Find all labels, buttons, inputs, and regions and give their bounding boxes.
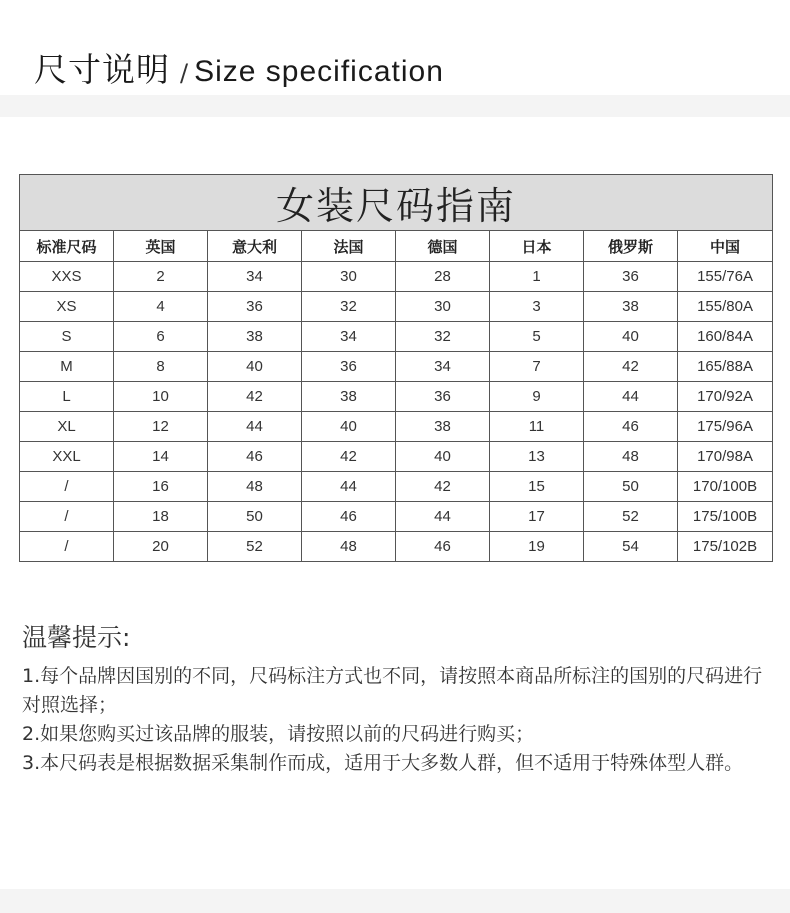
table-cell: 36: [208, 292, 302, 322]
table-header-row: [20, 231, 773, 262]
table-cell: 18: [114, 502, 208, 532]
table-cell: 17: [490, 502, 584, 532]
table-cell: 44: [208, 412, 302, 442]
table-cell: 19: [490, 532, 584, 562]
table-cell: /: [20, 502, 114, 532]
tips-title: 温馨提示:: [22, 623, 131, 652]
table-cell: 155/80A: [678, 292, 773, 322]
column-header: 法国: [302, 231, 396, 262]
table-cell: 52: [584, 502, 678, 532]
tip-item: 3.本尺码表是根据数据采集制作而成，适用于大多数人群，但不适用于特殊体型人群。: [22, 752, 744, 774]
table-row: [20, 292, 773, 322]
table-cell: M: [20, 352, 114, 382]
table-cell: 42: [396, 472, 490, 502]
table-cell: 42: [584, 352, 678, 382]
table-cell: XL: [20, 412, 114, 442]
table-cell: 48: [208, 472, 302, 502]
table-cell: 34: [208, 262, 302, 292]
page-title-en: Size specification: [194, 55, 444, 88]
table-cell: 13: [490, 442, 584, 472]
page-header: [34, 44, 444, 88]
table-cell: 34: [396, 352, 490, 382]
table-cell: 44: [302, 472, 396, 502]
table-cell: 10: [114, 382, 208, 412]
table-cell: 40: [396, 442, 490, 472]
table-cell: 52: [208, 532, 302, 562]
table-cell: 54: [584, 532, 678, 562]
table-cell: 50: [584, 472, 678, 502]
header-divider-band: [0, 95, 790, 117]
table-cell: 9: [490, 382, 584, 412]
table-row: [20, 322, 773, 352]
table-cell: 160/84A: [678, 322, 773, 352]
column-header: 意大利: [208, 231, 302, 262]
table-row: [20, 262, 773, 292]
column-header: 标准尺码: [20, 231, 114, 262]
table-cell: 44: [396, 502, 490, 532]
table-cell: 2: [114, 262, 208, 292]
table-row: [20, 532, 773, 562]
tips-list: [22, 662, 777, 778]
tip-item: 1.每个品牌因国别的不同，尺码标注方式也不同，请按照本商品所标注的国别的尺码进行对照选择；: [22, 665, 763, 716]
column-header: 日本: [490, 231, 584, 262]
table-cell: 38: [584, 292, 678, 322]
table-cell: 8: [114, 352, 208, 382]
table-cell: 155/76A: [678, 262, 773, 292]
column-header: 英国: [114, 231, 208, 262]
column-header: 俄罗斯: [584, 231, 678, 262]
table-cell: 5: [490, 322, 584, 352]
table-cell: 6: [114, 322, 208, 352]
title-separator: /: [180, 59, 189, 87]
footer-band: [0, 889, 790, 913]
table-cell: 40: [208, 352, 302, 382]
table-cell: 46: [208, 442, 302, 472]
table-cell: 46: [302, 502, 396, 532]
table-cell: 3: [490, 292, 584, 322]
table-cell: XS: [20, 292, 114, 322]
table-cell: 36: [584, 262, 678, 292]
table-cell: XXS: [20, 262, 114, 292]
table-body: [20, 262, 773, 562]
table-cell: 42: [208, 382, 302, 412]
table-cell: 34: [302, 322, 396, 352]
table-cell: 30: [396, 292, 490, 322]
table-cell: 32: [396, 322, 490, 352]
page-title-cn: 尺寸说明: [34, 50, 170, 89]
tip-item: 2.如果您购买过该品牌的服装，请按照以前的尺码进行购买；: [22, 723, 535, 745]
table-cell: 38: [208, 322, 302, 352]
table-cell: 38: [302, 382, 396, 412]
table-cell: 15: [490, 472, 584, 502]
table-cell: 30: [302, 262, 396, 292]
table-cell: /: [20, 532, 114, 562]
table-cell: 165/88A: [678, 352, 773, 382]
table-caption: 女装尺码指南: [20, 175, 773, 231]
table-cell: L: [20, 382, 114, 412]
table-cell: 40: [584, 322, 678, 352]
table-cell: 44: [584, 382, 678, 412]
size-table: [19, 174, 773, 562]
table-cell: 42: [302, 442, 396, 472]
table-cell: XXL: [20, 442, 114, 472]
column-header: 中国: [678, 231, 773, 262]
table-cell: 7: [490, 352, 584, 382]
table-cell: 4: [114, 292, 208, 322]
table-row: [20, 442, 773, 472]
table-cell: 175/102B: [678, 532, 773, 562]
table-cell: /: [20, 472, 114, 502]
table-cell: 28: [396, 262, 490, 292]
table-cell: 32: [302, 292, 396, 322]
table-cell: 170/92A: [678, 382, 773, 412]
table-cell: 40: [302, 412, 396, 442]
table-cell: 48: [584, 442, 678, 472]
table-cell: 46: [584, 412, 678, 442]
table-row: [20, 472, 773, 502]
table-row: [20, 502, 773, 532]
table-cell: 20: [114, 532, 208, 562]
table-cell: 1: [490, 262, 584, 292]
table-cell: 175/100B: [678, 502, 773, 532]
table-cell: 48: [302, 532, 396, 562]
table-row: [20, 352, 773, 382]
table-cell: 14: [114, 442, 208, 472]
table-cell: 38: [396, 412, 490, 442]
table-cell: 170/98A: [678, 442, 773, 472]
table-cell: 46: [396, 532, 490, 562]
table-cell: 50: [208, 502, 302, 532]
table-row: [20, 412, 773, 442]
table-cell: S: [20, 322, 114, 352]
table-cell: 175/96A: [678, 412, 773, 442]
table-cell: 12: [114, 412, 208, 442]
table-cell: 170/100B: [678, 472, 773, 502]
size-chart: [19, 174, 772, 562]
table-cell: 16: [114, 472, 208, 502]
table-row: [20, 382, 773, 412]
column-header: 德国: [396, 231, 490, 262]
table-cell: 36: [396, 382, 490, 412]
table-cell: 11: [490, 412, 584, 442]
table-cell: 36: [302, 352, 396, 382]
